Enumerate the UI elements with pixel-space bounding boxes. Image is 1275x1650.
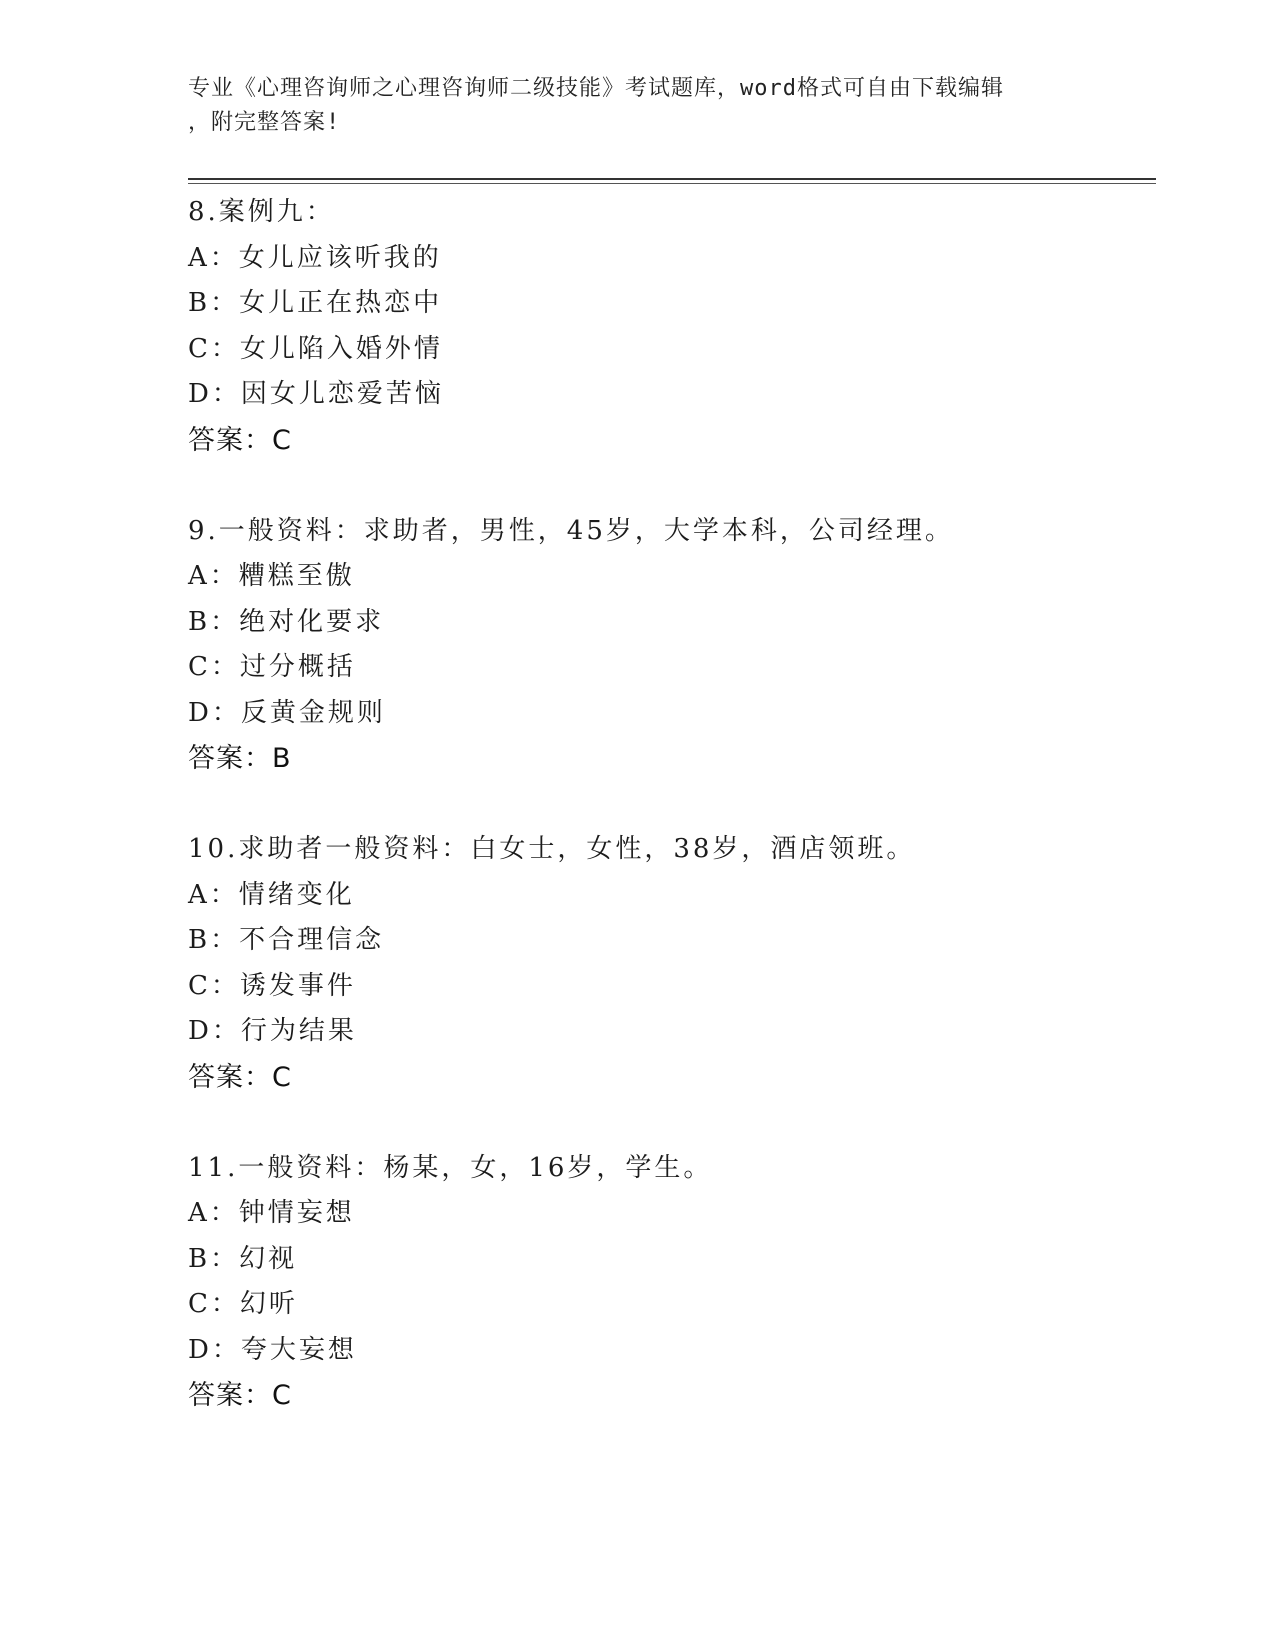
answer-line: 答案：C bbox=[188, 424, 292, 456]
option-a: A：糟糕至傲 bbox=[188, 561, 355, 591]
option-c: C：幻听 bbox=[188, 1289, 298, 1319]
option-d: D：行为结果 bbox=[188, 1016, 357, 1046]
question-stem: 8.案例九： bbox=[188, 197, 335, 227]
question-8 bbox=[188, 190, 1148, 463]
answer-line: 答案：B bbox=[188, 743, 292, 774]
option-c: C：过分概括 bbox=[188, 652, 356, 682]
question-spacer bbox=[188, 1100, 1148, 1146]
header-rule-thin bbox=[188, 183, 1156, 184]
header-line-2: ，附完整答案! bbox=[188, 110, 341, 135]
option-a: A：女儿应该听我的 bbox=[188, 242, 442, 273]
option-d: D：因女儿恋爱苦恼 bbox=[188, 379, 444, 409]
header-rule-thick bbox=[188, 178, 1156, 180]
option-b: B：绝对化要求 bbox=[188, 606, 385, 637]
option-b: B：幻视 bbox=[188, 1243, 298, 1274]
answer-line: 答案：C bbox=[188, 1061, 292, 1093]
option-a: A：情绪变化 bbox=[188, 879, 355, 910]
option-c: C：女儿陷入婚外情 bbox=[188, 333, 443, 364]
document-header bbox=[188, 72, 1078, 140]
question-9 bbox=[188, 509, 1148, 782]
option-a: A：钟情妄想 bbox=[188, 1198, 355, 1228]
question-stem: 10.求助者一般资料：白女士，女性，38岁，酒店领班。 bbox=[188, 834, 916, 864]
question-stem: 11.一般资料：杨某，女，16岁，学生。 bbox=[188, 1152, 713, 1183]
option-c: C：诱发事件 bbox=[188, 970, 356, 1001]
option-b: B：不合理信念 bbox=[188, 925, 385, 955]
question-spacer bbox=[188, 782, 1148, 828]
question-11 bbox=[188, 1146, 1148, 1419]
option-d: D：反黄金规则 bbox=[188, 697, 386, 728]
question-list bbox=[188, 190, 1148, 1419]
header-line-1: 专业《心理咨询师之心理咨询师二级技能》考试题库，word格式可自由下载编辑 bbox=[188, 76, 1004, 101]
question-10 bbox=[188, 827, 1148, 1100]
option-d: D：夸大妄想 bbox=[188, 1334, 357, 1365]
answer-line: 答案：C bbox=[188, 1380, 292, 1411]
question-stem: 9.一般资料：求助者，男性，45岁，大学本科，公司经理。 bbox=[188, 515, 954, 546]
question-spacer bbox=[188, 463, 1148, 509]
option-b: B：女儿正在热恋中 bbox=[188, 288, 443, 318]
